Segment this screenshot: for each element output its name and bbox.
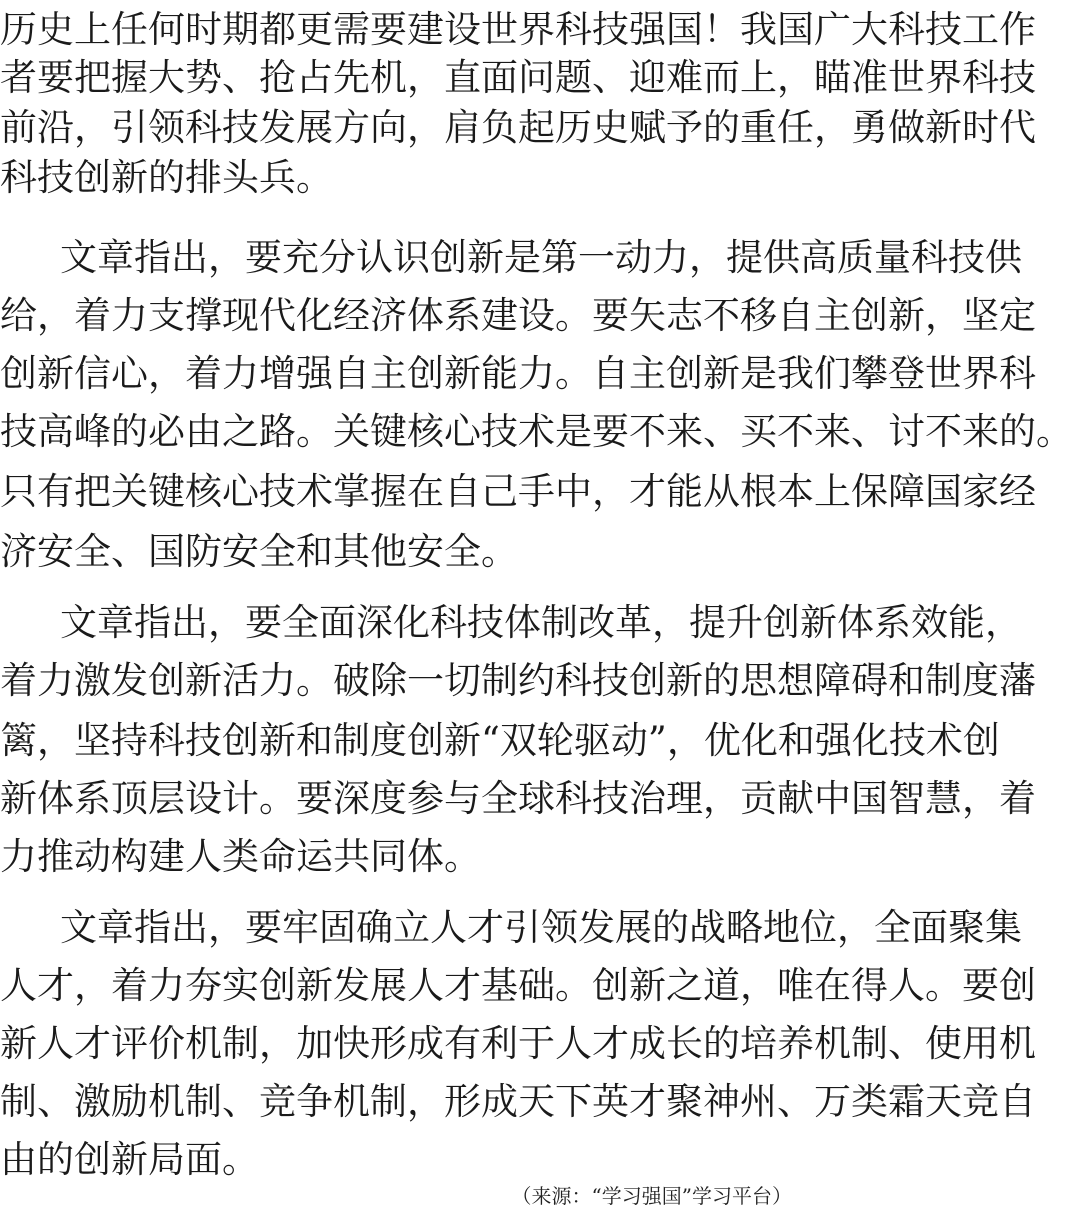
text-line: 科技创新的排头兵。 <box>0 156 333 199</box>
text-line: 文章指出，要牢固确立人才引领发展的战略地位，全面聚集 <box>60 906 1022 949</box>
text-line: 济安全、国防安全和其他安全。 <box>0 530 518 573</box>
text-line: 技高峰的必由之路。关键核心技术是要不来、买不来、讨不来的。 <box>0 410 1073 453</box>
text-line: 者要把握大势、抢占先机，直面问题、迎难而上，瞄准世界科技 <box>0 56 1036 99</box>
text-line: 前沿，引领科技发展方向，肩负起历史赋予的重任，勇做新时代 <box>0 106 1036 149</box>
text-line: 制、激励机制、竞争机制，形成天下英才聚神州、万类霜天竞自 <box>0 1080 1036 1123</box>
text-line: 文章指出，要全面深化科技体制改革，提升创新体系效能， <box>60 601 1022 644</box>
text-line: 新体系顶层设计。要深度参与全球科技治理，贡献中国智慧，着 <box>0 777 1036 820</box>
text-line: 创新信心，着力增强自主创新能力。自主创新是我们攀登世界科 <box>0 352 1036 395</box>
text-line: 给，着力支撑现代化经济体系建设。要矢志不移自主创新，坚定 <box>0 294 1036 337</box>
text-line: 文章指出，要充分认识创新是第一动力，提供高质量科技供 <box>60 236 1022 279</box>
text-line: 历史上任何时期都更需要建设世界科技强国！我国广大科技工作 <box>0 8 1036 51</box>
text-line: 新人才评价机制，加快形成有利于人才成长的培养机制、使用机 <box>0 1022 1036 1065</box>
text-line: 篱，坚持科技创新和制度创新“双轮驱动”，优化和强化技术创 <box>0 719 1000 762</box>
text-line: 人才，着力夯实创新发展人才基础。创新之道，唯在得人。要创 <box>0 964 1036 1007</box>
source-attribution: （来源：“学习强国”学习平台） <box>511 1184 792 1208</box>
text-line: 由的创新局面。 <box>0 1138 259 1181</box>
text-line: 只有把关键核心技术掌握在自己手中，才能从根本上保障国家经 <box>0 470 1036 513</box>
text-line: 力推动构建人类命运共同体。 <box>0 835 481 878</box>
text-line: 着力激发创新活力。破除一切制约科技创新的思想障碍和制度藩 <box>0 659 1036 702</box>
